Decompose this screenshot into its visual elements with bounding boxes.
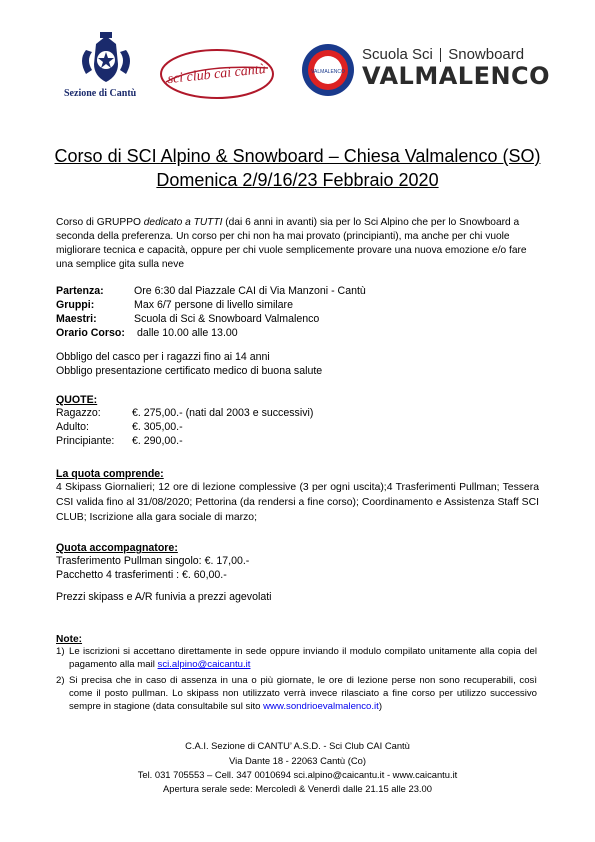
vm-snowboard: Snowboard [448,46,525,63]
sci-club-logo [158,40,276,105]
note-item: 1) Le iscrizioni si accettano direttamente in sede oppure inviando il modulo compilato unitamente alla copia del pagamento alla mail sci.alpino@caicantu.it [56,646,537,670]
notes-heading: Note: [56,634,83,645]
footer-org: C.A.I. Sezione di CANTU’ A.S.D. - Sci Club CAI Cantù [185,740,410,751]
intro-emphasis: dedicato a TUTTI [143,217,223,228]
course-title: Corso di SCI Alpino & Snowboard – Chiesa Valmalenco (SO) [54,146,541,166]
companion-row: Pacchetto 4 trasferimenti : €. 60,00.- [56,569,227,581]
notes-section [56,634,539,713]
detail-row: Partenza: Ore 6:30 dal Piazzale CAI di Via Manzoni - Cantù [56,285,366,297]
obligation-helmet: Obbligo del casco per i ragazzi fino ai 14 anni [56,351,270,363]
includes-heading: La quota comprende: [56,468,164,480]
quote-section [56,394,539,448]
valmalenco-logo [300,40,551,105]
details-block [56,284,539,340]
obligations [56,350,539,378]
quote-row: Principiante: €. 290,00.- [56,435,183,447]
footer-contacts: Tel. 031 705553 – Cell. 347 0010694 sci.alpino@caicantu.it - www.caicantu.it [137,769,458,780]
quote-row: Ragazzo: €. 275,00.- (nati dal 2003 e successivi) [56,407,314,419]
companion-row: Trasferimento Pullman singolo: €. 17,00.- [56,555,250,567]
detail-row: Gruppi: Max 6/7 persone di livello similare [56,299,293,311]
detail-row: Maestri: Scuola di Sci & Snowboard Valmalenco [56,313,320,325]
sci-club-logo-text: sci club cai cantù [166,61,267,88]
includes-section [56,468,539,525]
email-link[interactable]: sci.alpino@caicantu.it [157,659,251,670]
vm-scuola-sci: Scuola Sci [362,46,433,63]
includes-text: 4 Skipass Giornalieri; 12 ore di lezione complessive (3 per ogni uscita);4 Trasferimenti Pullman; Tessera CSI valida fino al 31/08/2020; Pettorina (da rendersi a fine corso); Coordinamento e Assistenza Staff SCI CLUB; Iscrizione alla gara sociale di marzo; [56,482,539,523]
cai-logo-caption: Sezione di Cantù [64,88,137,99]
quote-heading: QUOTE: [56,394,98,406]
companion-extra: Prezzi skipass e A/R funivia a prezzi agevolati [56,591,272,603]
website-link[interactable]: www.sondrioevalmalenco.it [263,701,379,712]
quote-row: Adulto: €. 305,00.- [56,421,183,433]
companion-heading: Quota accompagnatore: [56,542,178,554]
intro-paragraph: Corso di GRUPPO dedicato a TUTTI (dai 6 anni in avanti) sia per lo Sci Alpino che per lo Snowboard a seconda della preferenza. Un corso per chi non ha mai provato (principianti), ma anche per chi vuole migliorare tecnica e capacità, oppure per chi vuole semplicemente provare una nuova emozione e/o fare una semplice gita sulla neve [56,217,527,270]
vm-big-title: VALMALENCO [362,62,551,90]
footer-hours: Apertura serale sede: Mercoledì & Venerdì dalle 21.15 alle 23.00 [163,783,432,794]
detail-row: Orario Corso: dalle 10.00 alle 13.00 [56,327,238,339]
valmalenco-badge-text: VALMALENCO [311,69,345,75]
obligation-certificate: Obbligo presentazione certificato medico di buona salute [56,365,323,377]
course-dates: Domenica 2/9/16/23 Febbraio 2020 [156,170,439,190]
note-item: 2) Si precisa che in caso di assenza in una o più giornate, le ore di lezione perse non sono recuperabili, così come il posto pullman. Lo skipass non utilizzato verrà invece rilasciato a fine corso per utilizzo successivo sempre in stagione (data consultabile sul sito www.sondrioevalmalenco.it) [56,675,537,712]
companion-section [56,542,539,604]
footer-address: Via Dante 18 - 22063 Cantù (Co) [229,755,366,766]
valmalenco-badge-icon [300,42,356,98]
